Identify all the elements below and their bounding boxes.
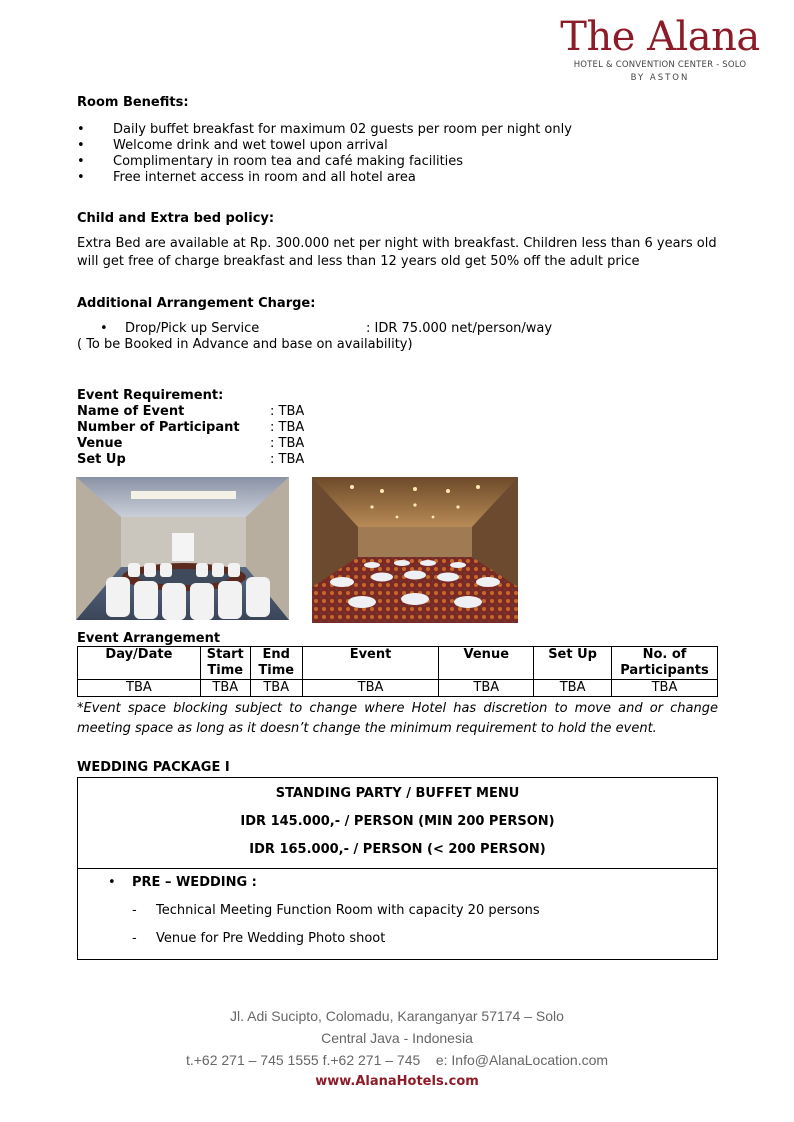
room-benefits-list <box>77 122 572 186</box>
wedding-head-line: IDR 165.000,- / PERSON (< 200 PERSON) <box>249 842 546 857</box>
requirement-value: : TBA <box>270 452 305 467</box>
list-item: - Technical Meeting Function Room with capacity 20 persons <box>78 897 717 925</box>
additional-note: ( To be Booked in Advance and base on availability) <box>77 337 413 352</box>
wedding-package-body <box>78 869 717 959</box>
ballroom-photo <box>312 477 518 623</box>
logo-by: BY ASTON <box>630 73 690 83</box>
footer-contact: t.+62 271 – 745 1555 f.+62 271 – 745 e: Info@AlanaLocation.com <box>185 1052 609 1068</box>
room-benefits-title: Room Benefits: <box>77 95 189 110</box>
list-item <box>77 436 377 452</box>
bullet: • <box>100 321 108 336</box>
list-item <box>77 404 377 420</box>
table-cell: TBA <box>612 680 718 697</box>
footer <box>0 1005 794 1093</box>
requirement-label: Set Up <box>77 452 126 467</box>
table-cell: TBA <box>439 680 534 697</box>
footer-address-line: Jl. Adi Sucipto, Colomadu, Karanganyar 57174 – Solo <box>230 1008 564 1024</box>
wedding-head-line: IDR 145.000,- / PERSON (MIN 200 PERSON) <box>240 814 555 829</box>
list-item: • Welcome drink and wet towel upon arrival <box>77 138 572 154</box>
list-item: • Complimentary in room tea and café making facilities <box>77 154 572 170</box>
footer-website-link[interactable]: www.AlanaHotels.com <box>315 1074 479 1089</box>
event-arrangement-title: Event Arrangement <box>77 631 221 646</box>
list-item <box>77 452 377 468</box>
requirement-label: Venue <box>77 436 123 451</box>
column-header: Venue <box>439 647 534 680</box>
list-item: - Venue for Pre Wedding Photo shoot <box>78 925 717 953</box>
table-cell: TBA <box>78 680 201 697</box>
logo-subtitle: HOTEL & CONVENTION CENTER - SOLO <box>573 60 747 70</box>
footer-address-line: Central Java - Indonesia <box>321 1030 473 1046</box>
requirement-value: : TBA <box>270 404 305 419</box>
requirement-label: Name of Event <box>77 404 185 419</box>
list-item <box>100 321 553 337</box>
column-header: End Time <box>250 647 302 680</box>
meeting-room-photo <box>76 477 289 620</box>
pre-wedding-title: • PRE – WEDDING : <box>78 869 717 897</box>
requirement-value: : TBA <box>270 420 305 435</box>
additional-item-value: : IDR 75.000 net/person/way <box>366 321 553 336</box>
table-cell: TBA <box>302 680 439 697</box>
logo-name: The Alana <box>560 14 760 60</box>
list-item: • Free internet access in room and all hotel area <box>77 170 572 186</box>
table-row <box>78 680 718 697</box>
child-policy-text: Extra Bed are available at Rp. 300.000 net per night with breakfast. Children less than 6 years old will get free of charge breakfast and less than 12 years old get 50% off the adult price <box>77 236 717 269</box>
requirement-value: : TBA <box>270 436 305 451</box>
event-requirement-list <box>77 404 377 468</box>
list-item: • Daily buffet breakfast for maximum 02 guests per room per night only <box>77 122 572 138</box>
column-header: Event <box>302 647 439 680</box>
table-cell: TBA <box>534 680 612 697</box>
wedding-package-box <box>77 777 718 960</box>
wedding-head-line: STANDING PARTY / BUFFET MENU <box>275 786 520 801</box>
column-header: Start Time <box>200 647 250 680</box>
column-header: No. of Participants <box>612 647 718 680</box>
wedding-package-title: WEDDING PACKAGE I <box>77 760 230 775</box>
hotel-logo <box>540 14 780 85</box>
table-header-row <box>78 647 718 680</box>
additional-title: Additional Arrangement Charge: <box>77 296 316 311</box>
list-item <box>77 420 377 436</box>
child-policy-title: Child and Extra bed policy: <box>77 211 275 226</box>
additional-item-label: Drop/Pick up Service <box>125 321 260 336</box>
column-header: Day/Date <box>78 647 201 680</box>
table-cell: TBA <box>200 680 250 697</box>
requirement-label: Number of Participant <box>77 420 240 435</box>
column-header: Set Up <box>534 647 612 680</box>
event-arrangement-note: *Event space blocking subject to change where Hotel has discretion to move and or change meeting space as long as it doesn’t change the minimum requirement to hold the event. <box>77 701 718 736</box>
table-cell: TBA <box>250 680 302 697</box>
event-requirement-title: Event Requirement: <box>77 388 224 403</box>
wedding-package-header <box>78 778 717 869</box>
event-arrangement-table <box>77 646 718 697</box>
